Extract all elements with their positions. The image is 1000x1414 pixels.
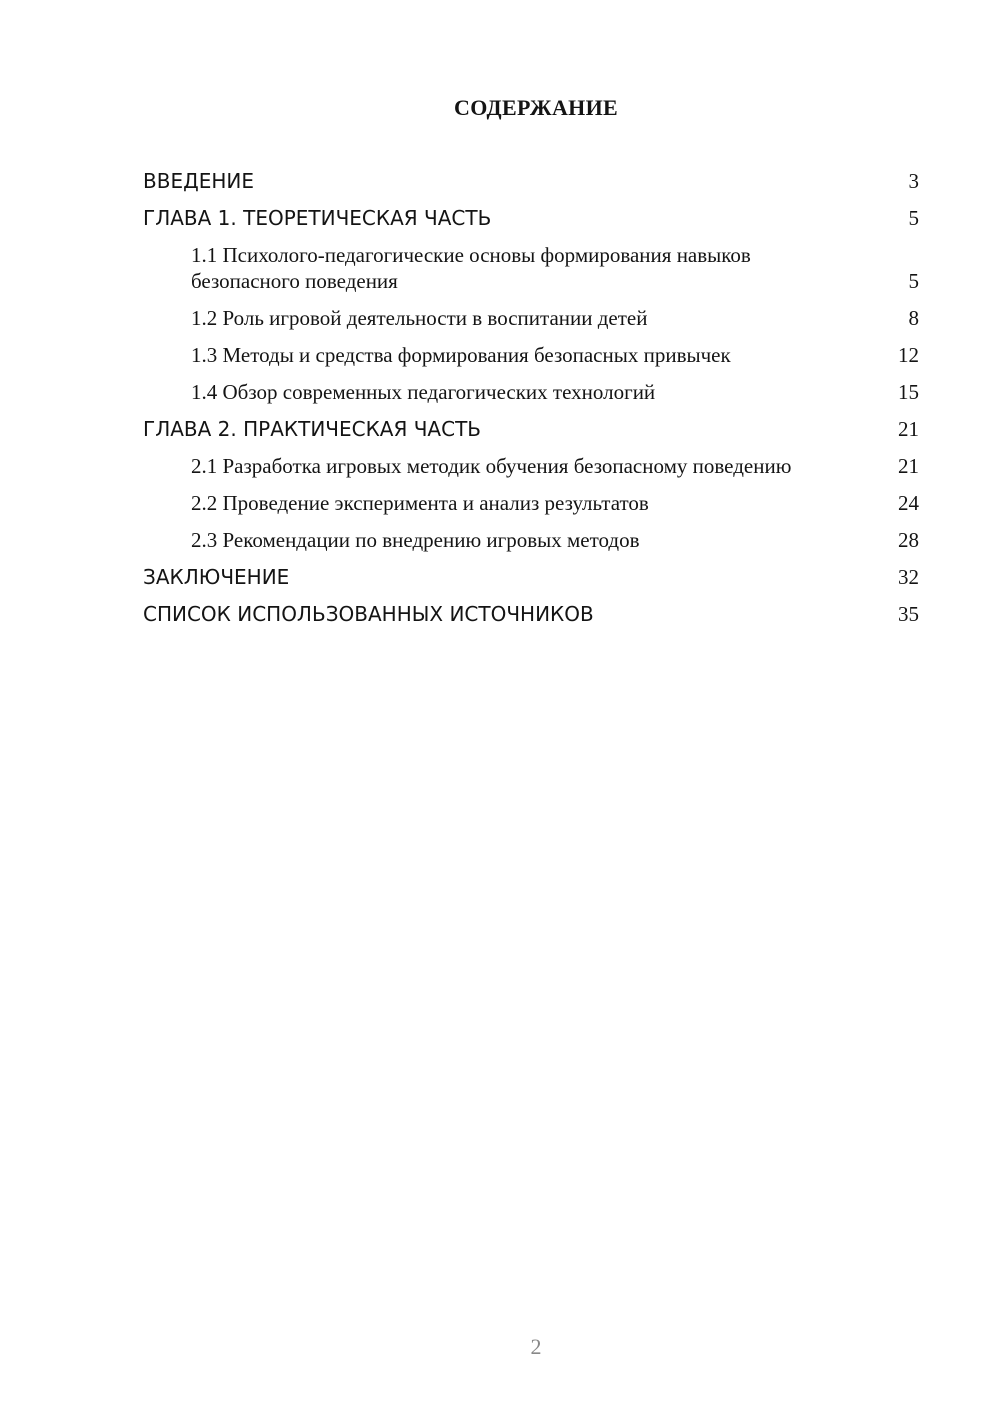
toc-entry-section-1-3 (143, 342, 919, 368)
toc-entry-label: ГЛАВА 2. ПРАКТИЧЕСКАЯ ЧАСТЬ (143, 417, 482, 441)
toc-entry-page: 32 (898, 565, 919, 589)
toc-entry-section-2-2 (143, 490, 919, 516)
toc-entry-section-1-1 (143, 242, 919, 294)
toc-entry-label: ЗАКЛЮЧЕНИЕ (143, 565, 290, 589)
toc-entry-label: ВВЕДЕНИЕ (143, 169, 254, 193)
toc-entry-label: ГЛАВА 1. ТЕОРЕТИЧЕСКАЯ ЧАСТЬ (143, 206, 492, 230)
toc-title: СОДЕРЖАНИЕ (454, 95, 618, 120)
toc-entry-page: 3 (908, 169, 919, 193)
toc-entry-page: 28 (898, 528, 919, 552)
toc-entry-label: 2.2 Проведение эксперимента и анализ результатов (191, 491, 649, 515)
toc-entry-chapter-1 (143, 205, 919, 231)
toc-entry-section-1-2 (143, 305, 919, 331)
toc-entry-section-2-3 (143, 527, 919, 553)
toc-entry-label: 1.2 Роль игровой деятельности в воспитании детей (191, 306, 648, 330)
toc-entry-introduction (143, 168, 919, 194)
toc-entry-chapter-2 (143, 416, 919, 442)
toc-entry-page: 5 (908, 206, 919, 230)
toc-entry-page: 15 (898, 380, 919, 404)
toc-entry-page: 24 (898, 491, 919, 515)
toc-entry-conclusion (143, 564, 919, 590)
table-of-contents (143, 168, 919, 638)
toc-entry-label: 2.1 Разработка игровых методик обучения безопасному поведению (191, 454, 792, 478)
toc-entry-page: 8 (908, 306, 919, 330)
toc-entry-section-1-4 (143, 379, 919, 405)
toc-entry-label: 1.3 Методы и средства формирования безопасных привычек (191, 343, 731, 367)
toc-entry-page: 12 (898, 343, 919, 367)
toc-entry-references (143, 601, 919, 627)
toc-entry-page: 21 (898, 417, 919, 441)
toc-entry-page: 35 (898, 602, 919, 626)
toc-entry-page: 21 (898, 454, 919, 478)
toc-entry-section-2-1 (143, 453, 919, 479)
page-number: 2 (530, 1334, 542, 1359)
toc-entry-label: 2.3 Рекомендации по внедрению игровых методов (191, 528, 640, 552)
toc-entry-label: СПИСОК ИСПОЛЬЗОВАННЫХ ИСТОЧНИКОВ (143, 602, 594, 626)
toc-entry-label: 1.1 Психолого-педагогические основы формирования навыков безопасного поведения (191, 243, 751, 293)
toc-entry-label: 1.4 Обзор современных педагогических технологий (191, 380, 656, 404)
toc-entry-page: 5 (908, 269, 919, 293)
